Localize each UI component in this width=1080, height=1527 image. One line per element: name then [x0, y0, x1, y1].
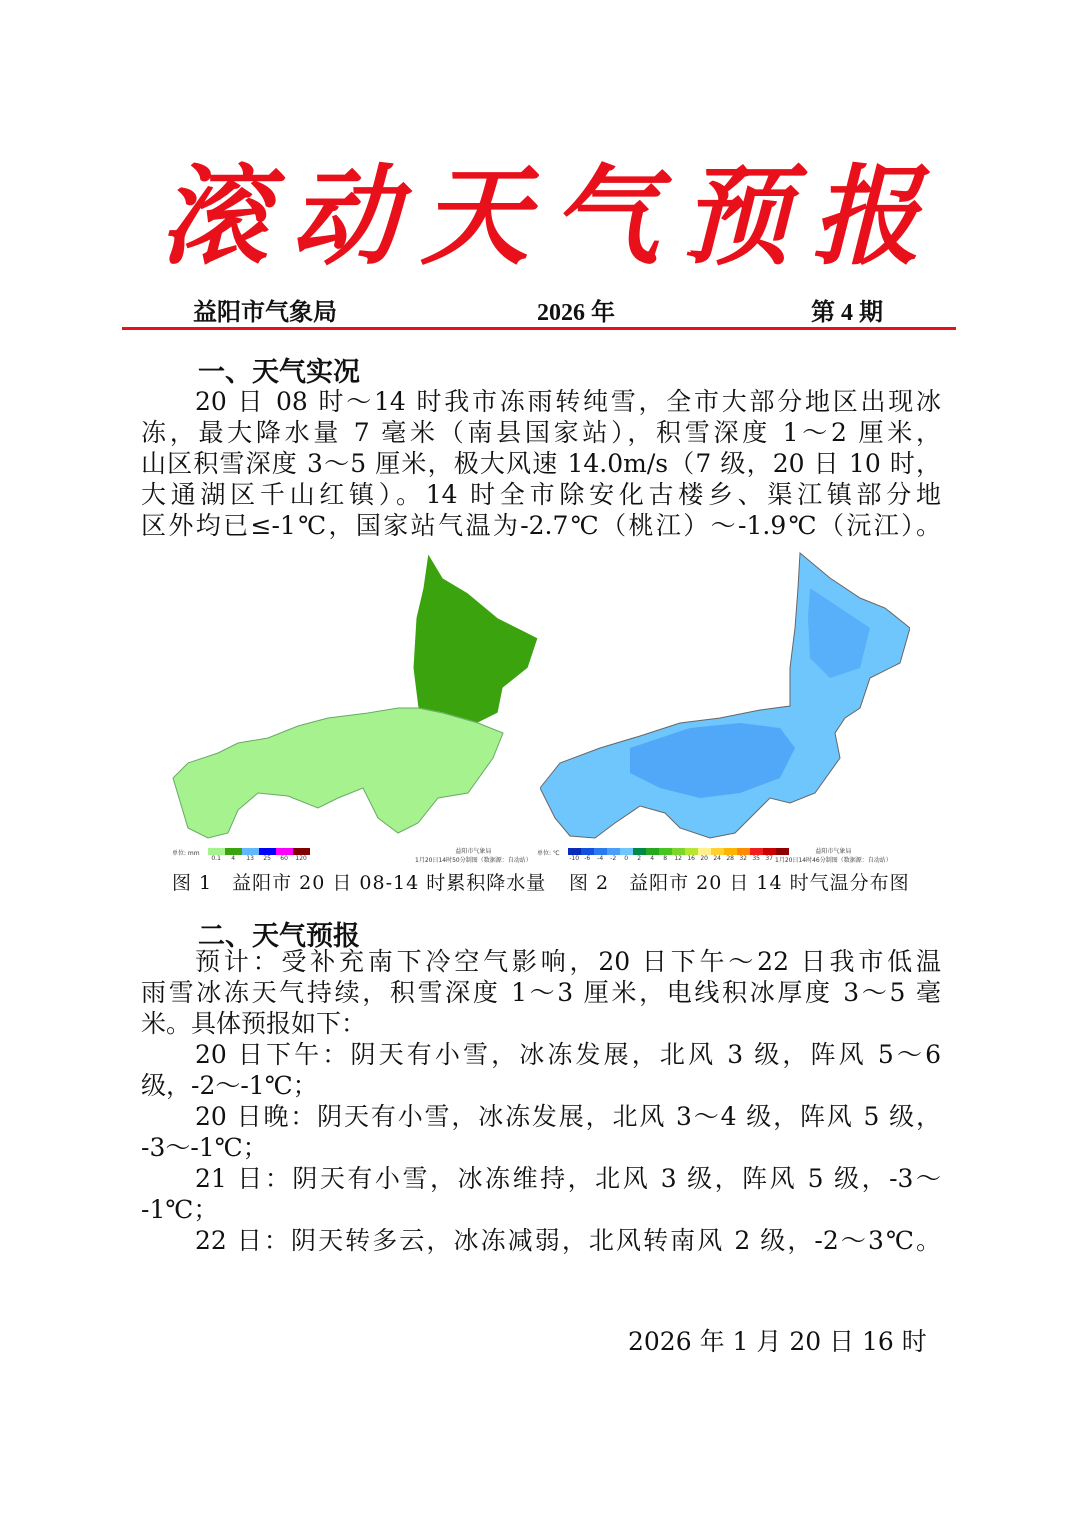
- text-line: 区外均已≤-1℃，国家站气温为-2.7℃（桃江）～-1.9℃（沅江）。: [141, 511, 941, 540]
- text-line: 冻，最大降水量 7 毫米（南县国家站），积雪深度 1～2 厘米，: [141, 418, 941, 447]
- section2-heading: 二、天气预报: [198, 921, 360, 952]
- legend-tick: 24: [713, 855, 721, 862]
- legend-swatch: [293, 848, 310, 855]
- header-divider: [122, 327, 956, 330]
- legend-swatch: [259, 848, 276, 855]
- text-line: 21 日：阴天有小雪，冰冻维持，北风 3 级，阵风 5 级，-3～: [195, 1164, 941, 1193]
- text-line: 级，-2～-1℃；: [141, 1071, 318, 1100]
- legend-swatch: [633, 848, 646, 855]
- legend-swatch: [711, 848, 724, 855]
- legend-tick: 60: [280, 855, 288, 862]
- section1-body: [141, 386, 941, 541]
- legend-tick: 25: [263, 855, 271, 862]
- text-line: 20 日 08 时～14 时我市冻雨转纯雪，全市大部分地区出现冰: [195, 387, 941, 416]
- legend-tick: 32: [739, 855, 747, 862]
- legend-swatch: [568, 848, 581, 855]
- legend-swatch: [276, 848, 293, 855]
- text-line: -1℃；: [141, 1195, 219, 1224]
- legend-unit: 单位: mm: [172, 850, 200, 857]
- legend-tick: 0: [624, 855, 629, 862]
- legend-swatch: [672, 848, 685, 855]
- legend-tick: -10: [569, 855, 580, 862]
- precipitation-map: [168, 548, 538, 843]
- legend-swatch: [581, 848, 594, 855]
- legend-tick: 20: [700, 855, 708, 862]
- text-line: -3～-1℃；: [141, 1133, 268, 1162]
- legend-swatch: [737, 848, 750, 855]
- legend-tick: 35: [752, 855, 760, 862]
- title-char: 动: [290, 154, 399, 280]
- legend-swatch: [659, 848, 672, 855]
- text-line: 预计：受补充南下冷空气影响，20 日下午～22 日我市低温: [195, 947, 941, 976]
- figure2-caption: 图 2 益阳市 20 日 14 时气温分布图: [569, 872, 910, 894]
- temperature-map: [540, 548, 910, 843]
- legend-tick: 4: [231, 855, 236, 862]
- text-line: 20 日晚：阴天有小雪，冰冻发展，北风 3～4 级，阵风 5 级，: [195, 1102, 941, 1131]
- issue-year: 2026 年: [537, 300, 615, 326]
- legend-swatch: [594, 848, 607, 855]
- legend-swatch: [724, 848, 737, 855]
- signature-date: 2026 年 1 月 20 日 16 时: [628, 1327, 927, 1356]
- legend-tick: 2: [637, 855, 642, 862]
- text-line: 雨雪冰冻天气持续，积雪深度 1～3 厘米，电线积冰厚度 3～5 毫: [141, 978, 941, 1007]
- title-char: 天: [420, 154, 529, 280]
- legend-tick: -4: [597, 855, 604, 862]
- legend-swatch: [225, 848, 242, 855]
- legend-tick: -2: [610, 855, 617, 862]
- legend-swatch: [698, 848, 711, 855]
- figure1-caption: 图 1 益阳市 20 日 08-14 时累积降水量: [172, 872, 547, 894]
- text-line: 山区积雪深度 3～5 厘米，极大风速 14.0m/s（7 级，20 日 10 时，: [141, 449, 941, 478]
- legend-tick: 13: [246, 855, 254, 862]
- precip-credit: 益阳市气象局 1月20日14时50分制图（数据源：自动站）: [415, 848, 532, 864]
- text-line: 米。具体预报如下：: [141, 1009, 367, 1038]
- title-char: 滚: [160, 154, 269, 280]
- legend-tick: 4: [650, 855, 655, 862]
- legend-tick: 12: [674, 855, 682, 862]
- legend-swatch: [208, 848, 225, 855]
- temp-legend: [537, 848, 789, 862]
- legend-swatch: [685, 848, 698, 855]
- text-line: 大通湖区千山红镇）。14 时全市除安化古楼乡、渠江镇部分地: [141, 480, 941, 509]
- legend-tick: 16: [687, 855, 695, 862]
- legend-tick: 0.1: [211, 855, 221, 862]
- legend-swatch: [607, 848, 620, 855]
- legend-swatch: [763, 848, 776, 855]
- text-line: 20 日下午：阴天有小雪，冰冻发展，北风 3 级，阵风 5～6: [195, 1040, 941, 1069]
- legend-tick: 120: [295, 855, 307, 862]
- document-title: [160, 130, 920, 285]
- legend-tick: 28: [726, 855, 734, 862]
- title-char: 预: [681, 154, 790, 280]
- section2-body: [141, 946, 941, 1256]
- legend-tick: 37: [765, 855, 773, 862]
- legend-unit: 单位: ℃: [537, 850, 560, 857]
- legend-swatch: [646, 848, 659, 855]
- text-line: 22 日：阴天转多云，冰冻减弱，北风转南风 2 级，-2～3℃。: [195, 1226, 941, 1255]
- issue-number: 第 4 期: [811, 300, 883, 326]
- legend-tick: -6: [584, 855, 591, 862]
- legend-tick: 8: [663, 855, 668, 862]
- title-char: 报: [811, 154, 920, 280]
- legend-swatch: [750, 848, 763, 855]
- temp-credit: 益阳市气象局 1月20日14时46分制图（数据源：自动站）: [775, 848, 892, 864]
- legend-swatch: [242, 848, 259, 855]
- precip-legend: [172, 848, 310, 862]
- title-char: 气: [551, 154, 660, 280]
- legend-swatch: [620, 848, 633, 855]
- issuing-org: 益阳市气象局: [193, 300, 337, 326]
- section1-heading: 一、天气实况: [198, 357, 360, 388]
